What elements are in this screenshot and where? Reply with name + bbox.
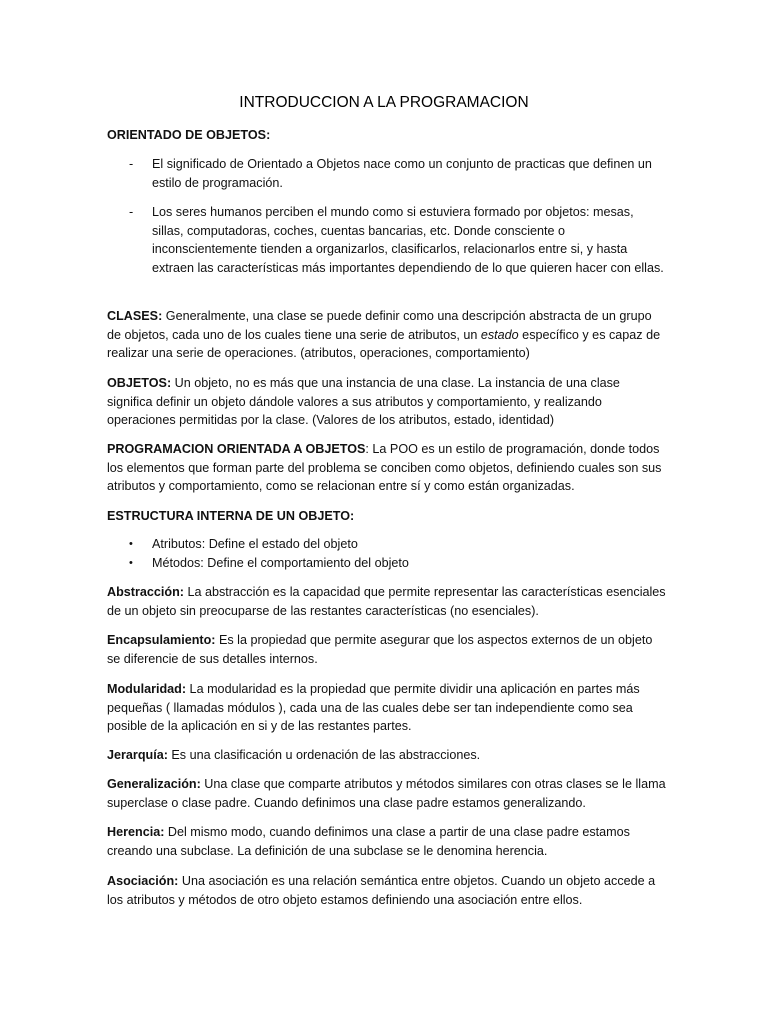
definition-paragraph xyxy=(107,746,667,765)
definition-term: Herencia: xyxy=(107,825,165,839)
definition-text: Es una clasificación u ordenación de las abstracciones. xyxy=(167,748,481,762)
definition-paragraph xyxy=(107,631,667,668)
definition-text: Una asociación es una relación semántica entre objetos. Cuando un objeto accede a los atributos y métodos de otro objeto estamos definiendo una asociación entre ellos. xyxy=(107,874,656,907)
term-label: OBJETOS: xyxy=(107,376,172,390)
dash-marker: - xyxy=(129,157,134,171)
bullet-marker: • xyxy=(129,557,133,569)
italic-term: estado xyxy=(480,327,519,342)
definition-text: La modularidad es la propiedad que permite dividir una aplicación en partes más pequeñas ( llamadas módulos ), cada una de las cuales debe ser tan independiente como sea posible de la aplicación en si y de las restantes partes. xyxy=(107,682,640,733)
bullet-marker: • xyxy=(129,538,133,550)
paragraph-objetos xyxy=(107,374,667,430)
paragraph-poo xyxy=(107,440,667,496)
list-item-text: El significado de Orientado a Objetos nace como un conjunto de practicas que definen un estilo de programación. xyxy=(152,157,652,190)
dash-marker: - xyxy=(129,205,134,219)
document-title: INTRODUCCION A LA PROGRAMACION xyxy=(239,94,529,111)
paragraph-text: específico y es capaz de realizar una serie de operaciones. (atributos, operaciones, comportamiento) xyxy=(107,327,661,360)
list-item-text: Atributos: Define el estado del objeto xyxy=(152,537,358,551)
definition-term: Generalización: xyxy=(107,777,201,791)
term-label: CLASES: xyxy=(107,309,163,323)
definition-text: La abstracción es la capacidad que permite representar las características esenciales de un objeto sin preocuparse de las restantes características (no esenciales). xyxy=(107,585,666,618)
list-item-text: Métodos: Define el comportamiento del objeto xyxy=(152,556,409,570)
paragraph-text: : La POO es un estilo de programación, donde todos los elementos que forman parte del problema se conciben como objetos, definiendo cuales son sus atributos y comportamiento, como se relacionan entre sí y como están organizadas. xyxy=(107,442,662,493)
paragraph-clases xyxy=(107,307,667,363)
paragraph-text: Generalmente, una clase se puede definir como una descripción abstracta de un grupo de objetos, cada uno de los cuales tiene una serie de atributos, un xyxy=(107,309,652,342)
definition-paragraph xyxy=(107,775,667,812)
definition-paragraph xyxy=(107,823,667,860)
definition-term: Abstracción: xyxy=(107,585,184,599)
definition-text: Del mismo modo, cuando definimos una clase a partir de una clase padre estamos creando una subclase. La definición de una subclase se le denomina herencia. xyxy=(107,825,630,858)
definition-term: Encapsulamiento: xyxy=(107,633,216,647)
list-item-text: Los seres humanos perciben el mundo como si estuviera formado por objetos: mesas, sillas, computadoras, coches, cuentas bancarias, etc. Donde consciente o inconscientemente tienden a organizarlos, clasificarlos, relacionarlos entre si, y hasta extraen las características más importantes dependiendo de lo que quieren hacer con ellas. xyxy=(152,205,664,275)
definition-paragraph xyxy=(107,583,667,620)
section-heading-orientado: ORIENTADO DE OBJETOS: xyxy=(107,128,271,142)
definition-term: Asociación: xyxy=(107,874,179,888)
definition-paragraph xyxy=(107,872,667,909)
term-label: PROGRAMACION ORIENTADA A OBJETOS xyxy=(107,442,366,456)
definition-text: Es la propiedad que permite asegurar que los aspectos externos de un objeto se diferencie de sus detalles internos. xyxy=(107,633,653,666)
definition-text: Una clase que comparte atributos y métodos similares con otras clases se le llama superclase o clase padre. Cuando definimos una clase padre estamos generalizando. xyxy=(107,777,666,810)
section-heading-estructura: ESTRUCTURA INTERNA DE UN OBJETO: xyxy=(107,509,355,523)
definition-paragraph xyxy=(107,680,667,736)
paragraph-text: Un objeto, no es más que una instancia de una clase. La instancia de una clase significa definir un objeto dándole valores a sus atributos y comportamiento, y realizando operaciones permitidas por la clase. (Valores de los atributos, estado, identidad) xyxy=(107,376,620,427)
definition-term: Modularidad: xyxy=(107,682,187,696)
definition-term: Jerarquía: xyxy=(107,748,168,762)
